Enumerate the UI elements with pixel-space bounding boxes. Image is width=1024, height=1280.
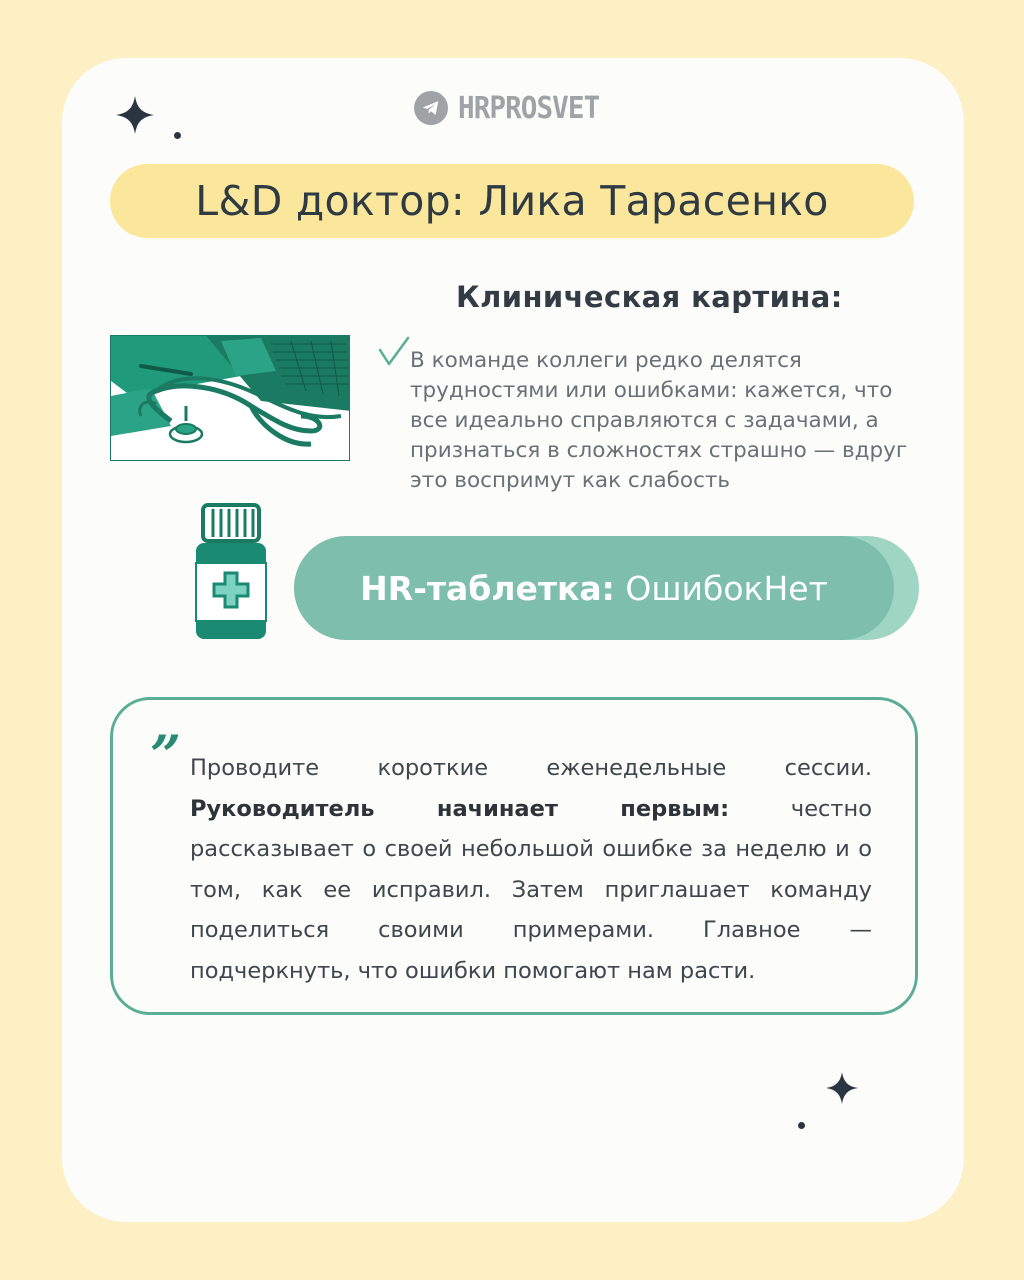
advice-part-1: Проводите короткие еженедельные сессии.	[190, 755, 872, 781]
telegram-icon	[414, 91, 448, 125]
brand	[414, 90, 612, 126]
sparkle-icon-top-left	[116, 96, 154, 134]
sparkle-icon-bottom-right	[826, 1072, 858, 1104]
pill-label: HR-таблетка:	[360, 568, 615, 608]
dot-top-left	[174, 132, 181, 139]
title-banner	[110, 164, 914, 238]
check-icon	[378, 336, 410, 368]
clinical-heading: Клиническая картина:	[456, 280, 843, 314]
pill-name: ОшибокНет	[625, 568, 828, 608]
dot-bottom-right	[798, 1122, 805, 1129]
stethoscope-laptop-illustration	[110, 335, 350, 461]
medicine-bottle-icon	[192, 503, 270, 641]
page-title: L&D доктор: Лика Тарасенко	[195, 177, 829, 225]
pill-banner	[294, 536, 894, 640]
quote-icon: ”	[150, 723, 182, 787]
advice-text	[190, 748, 872, 992]
advice-bold: Руководитель начинает первым:	[190, 795, 730, 822]
symptom-text: В команде коллеги редко делятся трудностями или ошибками: кажется, что все идеально справляются с задачами, а признаться в сложностях страшно — вдруг это воспримут как слабость	[410, 348, 908, 493]
brand-name: HRPROSVET	[458, 90, 600, 126]
advice-part-2: честно рассказывает о своей небольшой ошибке за неделю и о том, как ее исправил. Затем приглашает команду поделиться своими примерами. Главное — подчеркнуть, что ошибки помогают нам расти.	[190, 795, 872, 984]
